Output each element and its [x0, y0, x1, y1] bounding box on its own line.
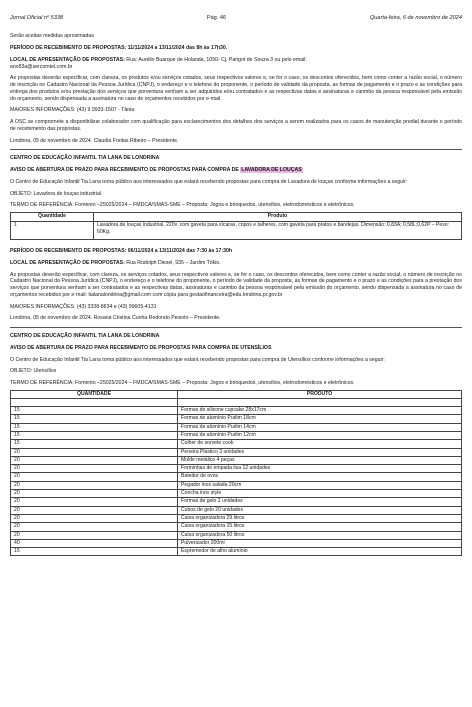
- location-text: Rua: Aurélio Buarque de Holanda, 1050- Cj. Parigot de Souza 3 ou pelo email:: [124, 56, 307, 63]
- contact-email-link[interactable]: ano53a@sercomtel.com.br: [10, 63, 73, 70]
- quantity-cell: 20: [11, 465, 178, 473]
- reference-term: TERMO DE REFERÊNCIA: Fomento –25025/2024 – FMDCA/SMAS-SME – Proposta: Jogos e brinquedos, utensílios, eletrodomésticos e eletrônicos.: [10, 380, 355, 387]
- quantity-cell: 20: [11, 481, 178, 489]
- quantity-cell: 15: [11, 431, 178, 439]
- submission-location: [10, 260, 462, 267]
- period-receipt: PERÍODO DE RECEBIMENTO DE PROPOSTAS: 06/11/2024 a 13/11/2024 das 7:30 às 17:30h: [10, 248, 233, 255]
- product-cell: Caixa organizadora 50 litros: [178, 531, 462, 539]
- quantity-cell: 20: [11, 498, 178, 506]
- table-row: [11, 481, 462, 489]
- table-row: [11, 506, 462, 514]
- quantity-cell: 20: [11, 506, 178, 514]
- quantity-cell: [11, 398, 178, 406]
- quantity-cell: 20: [11, 490, 178, 498]
- product-cell: Formas de gelo 2 unidades: [178, 498, 462, 506]
- table-row: [11, 465, 462, 473]
- product-cell: Pulverizador 200ml: [178, 539, 462, 547]
- notice-title: AVISO DE ABERTURA DE PRAZO PARA RECEBIMENTO DE PROPOSTAS PARA COMPRA DE UTENSÍLIOS: [10, 344, 272, 351]
- section-divider: [10, 149, 462, 150]
- period-receipt: PERÍODO DE RECEBIMENTO DE PROPOSTAS: 11/11/2024 a 13/11/2024 das 8h às 17h30.: [10, 45, 228, 52]
- submission-location: [10, 57, 462, 64]
- quantity-cell: 15: [11, 415, 178, 423]
- institution-name: CENTRO DE EDUCAÇÃO INFANTIL TIA LANA DE LONDRINA: [10, 155, 160, 162]
- institution-name: CENTRO DE EDUCAÇÃO INFANTIL TIA LANA DE LONDRINA: [10, 333, 160, 340]
- quantity-cell: 20: [11, 514, 178, 522]
- dishwasher-table: [10, 212, 462, 240]
- quantity-cell: 1: [11, 222, 94, 240]
- product-cell: Formas de silicone cupcake 28x17cm: [178, 407, 462, 415]
- column-header-quantity: Quantidade: [11, 213, 94, 222]
- product-cell: Formas de alumínio Pudim 18cm: [178, 415, 462, 423]
- product-cell: Pegador inox salada 20cm: [178, 481, 462, 489]
- table-row: [11, 490, 462, 498]
- object-line: OBJETO: Utensílios: [10, 368, 57, 375]
- page-header: [10, 0, 462, 22]
- table-row: [11, 398, 462, 406]
- reference-term: TERMO DE REFERÊNCIA: Fomento –25025/2024 – FMDCA/SMAS-SME – Proposta: Jogos e brinquedos, utensílios, eletrodomésticos e eletrônicos.: [10, 202, 355, 209]
- more-info: MAIORES INFORMAÇÕES: (43) 3338-8634 e (43) 99605-4131: [10, 303, 157, 310]
- product-cell: Forminhas de empada lisa 12 unidades: [178, 465, 462, 473]
- journal-name: Jornal Oficial nº 5338: [10, 15, 64, 21]
- column-header-product: PRODUTO: [178, 390, 462, 398]
- notice-title: AVISO DE ABERTURA DE PRAZO PARA RECEBIMENTO DE PROPOSTAS PARA COMPRA DE LAVADORA DE LOUÇAS: [10, 167, 302, 174]
- section-divider: [10, 327, 462, 328]
- table-row: [11, 531, 462, 539]
- table-row: [11, 423, 462, 431]
- quantity-cell: 15: [11, 548, 178, 556]
- proposal-requirements: As propostas deverão especificar, com clareza, os serviços cotados, seus respectivos valores e, se for o caso, os descontos oferecidos, bem como conter a razão social, o número de inscrição no Cadastro Nacional da Pessoa Jurídica (CNPJ), o endereço e o telefone do proponente, o período de validade da proposta, as formas de pagamento e o prazo e as condições para a prestação dos serviços que porventura venham a ser contratados e as respectivas datas, assinaturas e carimbo da pessoa responsável pela emissão do orçamento, sendo dispensada a assinatura no caso de orçamentos recebidos por e-mail: tialanalondrina@gmail.com com cópia para gestaofinanceira@edu.londrina.pr.gov.br: [10, 271, 462, 298]
- location-label: LOCAL DE APRESENTAÇÃO DE PROPOSTAS:: [10, 56, 125, 63]
- table-row: [11, 523, 462, 531]
- more-info: MAIORES INFORMAÇÕES: (43) 9 9933-1507 - Tânia: [10, 107, 135, 114]
- signature-line: Londrina, 05 de novembro de 2024. Claudia Freitas Ribeiro – Presidente.: [10, 137, 179, 144]
- product-cell: Molde metálico 4 peças: [178, 456, 462, 464]
- table-row: [11, 548, 462, 556]
- quantity-cell: 20: [11, 448, 178, 456]
- table-row: [11, 440, 462, 448]
- table-row: [11, 514, 462, 522]
- quantity-cell: 15: [11, 407, 178, 415]
- quantity-cell: 20: [11, 473, 178, 481]
- accepted-measures: Serão aceitas medidas aproximadas: [10, 33, 94, 40]
- table-row: [11, 448, 462, 456]
- table-row: [11, 456, 462, 464]
- product-cell: Espremedor de alho alumínio: [178, 548, 462, 556]
- highlighted-term: LAVADORA DE LOUÇAS: [241, 167, 302, 174]
- product-cell: Colher de sorvete cook: [178, 440, 462, 448]
- proposal-requirements: As propostas deverão especificar, com clareza, os produtos e/ou serviços cotados, seus respectivos valores e, se for o caso, os descontos oferecidos, bem como conter a razão social, o número de inscrição no Cadastro Nacional da Pessoa Jurídica (CNPJ), o endereço e o telefone do proponente, o período de validade da proposta, as formas de pagamento e o prazo e as condições para entrega dos produtos e/ou prestação dos serviços que porventura venham a ser adquiridos e/ou contratados e as respectivas datas e assinaturas e carimbo da pessoa responsável pela emissão do orçamento, sendo dispensada a assinatura no caso de orçamentos recebidos por e-mail.: [10, 75, 462, 102]
- osc-commitment: A OSC se compromete a disponibilizar colaborador com qualificação para esclarecimentos dos detalhes dos serviços a serem realizados para os casos de manutenção predial durante o período de recebimento das propostas.: [10, 119, 462, 132]
- location-label: LOCAL DE APRESENTAÇÃO DE PROPOSTAS:: [10, 259, 125, 266]
- quantity-cell: 20: [11, 531, 178, 539]
- quantity-cell: 15: [11, 423, 178, 431]
- signature-line: Londrina, 05 de novembro de 2024. Rosana Cristina Cunha Redondo Peixoto – Presidente.: [10, 315, 221, 322]
- product-cell: Cubos de gelo 20 unidades: [178, 506, 462, 514]
- product-cell: Batedor de ovos: [178, 473, 462, 481]
- column-header-quantity: QUANTIDADE: [11, 390, 178, 398]
- publication-date: Quarta-feira, 6 de novembro de 2024: [369, 15, 462, 21]
- quantity-cell: 20: [11, 456, 178, 464]
- product-cell: Concha inox style: [178, 490, 462, 498]
- table-row: [11, 473, 462, 481]
- quantity-cell: 40: [11, 539, 178, 547]
- page-number: Pág. 46: [206, 15, 227, 21]
- quantity-cell: 15: [11, 440, 178, 448]
- product-cell: [178, 398, 462, 406]
- table-row: [11, 415, 462, 423]
- table-row: [11, 222, 462, 240]
- product-cell: Caixa organizadora 29 litros: [178, 514, 462, 522]
- column-header-product: Produto: [94, 213, 462, 222]
- table-row: [11, 407, 462, 415]
- product-cell: Formas de alumínio Pudim 14cm: [178, 423, 462, 431]
- product-cell: Caixa organizadora 15 litros: [178, 523, 462, 531]
- object-line: OBJETO: Lavadora de louças industrial: [10, 190, 102, 197]
- product-cell: Peneira Plastico 3 unidades: [178, 448, 462, 456]
- product-cell: Lavadora de louças industrial, 220v. com gaveta para xícaras, copos e talheres, com gaveta para pratos e bandejas. Dimensão: 0,83A; 0,58L;0,62P – Peso: 60Kg.: [94, 222, 462, 240]
- quantity-cell: 20: [11, 523, 178, 531]
- location-text: Rua Rudolph Diesel, 935 – Jardim Tókio.: [124, 259, 221, 266]
- notice-intro: O Centro de Educação Infantil Tia Lana torna público aos interessados que estará recebendo propostas para compra de Utensílios conforme informações a seguir:: [10, 356, 385, 363]
- utensils-table: [10, 390, 462, 557]
- table-row: [11, 498, 462, 506]
- table-row: [11, 539, 462, 547]
- table-row: [11, 431, 462, 439]
- notice-intro: O Centro de Educação Infantil Tia Lana torna público aos interessados que estará recebendo propostas para compra de Lavadora de louças conforme informações a seguir:: [10, 178, 408, 185]
- product-cell: Formas de alumínio Pudim 12cm: [178, 431, 462, 439]
